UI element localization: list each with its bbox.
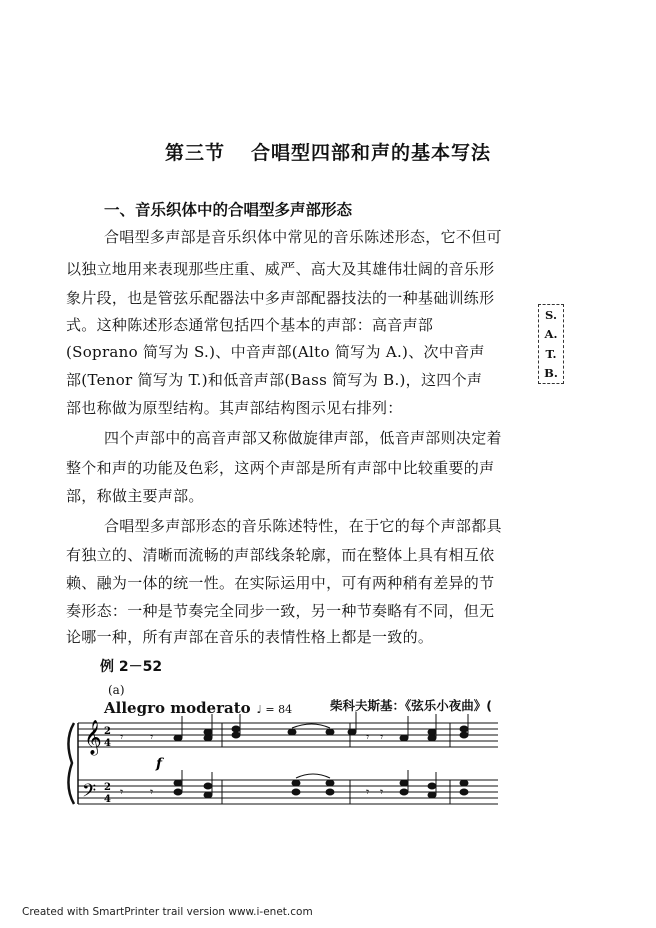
bass-notes (174, 770, 468, 798)
tie-icon (292, 724, 330, 728)
example-label: 例 2－52 (100, 659, 163, 675)
quarter-note-icon: ♩ (256, 703, 262, 716)
paragraph-line: 论哪一种，所有声部在音乐的表情性格上都是一致的。 (66, 628, 434, 646)
paragraph-line: 以独立地用来表现那些庄重、威严、高大及其雄伟壮阔的音乐形 (66, 260, 495, 278)
satb-label: B. (544, 366, 558, 381)
paragraph-line: 四个声部中的高音声部又称做旋律声部，低音声部则决定着 (104, 429, 502, 447)
paragraph-line: 奏形态：一种是节奏完全同步一致，另一种节奏略有不同，但无 (66, 602, 495, 620)
bass-clef-icon: 𝄢 (82, 781, 97, 806)
watermark-footer: Created with SmartPrinter trail version www.i-enet.com (22, 906, 313, 918)
paragraph-line: 有独立的、清晰而流畅的声部线条轮廓，而在整体上具有相互依 (66, 546, 495, 564)
section-title-text: 合唱型四部和声的基本写法 (251, 142, 492, 164)
tempo-text: Allegro moderato (104, 699, 251, 717)
paragraph-line: 部也称做为原型结构。其声部结构图示见右排列： (66, 399, 403, 417)
paragraph-line: (Soprano 简写为 S.)、中音声部(Alto 简写为 A.)、次中音声 (66, 343, 485, 361)
svg-text:𝄾: 𝄾 (120, 730, 124, 744)
svg-text:4: 4 (104, 794, 111, 805)
music-score (0, 710, 656, 810)
composer-credit: 柴科夫斯基：《弦乐小夜曲》( (330, 698, 492, 713)
treble-clef-icon: 𝄞 (84, 720, 102, 755)
paragraph-line: 式。这种陈述形态通常包括四个基本的声部：高音声部 (66, 316, 434, 334)
svg-text:𝄾: 𝄾 (366, 730, 370, 744)
paragraph-line: 象片段，也是管弦乐配器法中多声部配器技法的一种基础训练形 (66, 289, 495, 307)
svg-text:2: 2 (104, 782, 111, 793)
section-title (0, 138, 656, 165)
treble-notes (174, 712, 468, 741)
svg-text:𝄾: 𝄾 (366, 785, 370, 799)
subheading: 一、音乐织体中的合唱型多声部形态 (104, 201, 353, 219)
paragraph-line: 赖、融为一体的统一性。在实际运用中，可有两种稍有差异的节 (66, 574, 495, 592)
paragraph-line: 整个和声的功能及色彩，这两个声部是所有声部中比较重要的声 (66, 459, 495, 477)
paragraph-line: 合唱型多声部形态的音乐陈述特性，在于它的每个声部都具 (104, 517, 502, 535)
metronome-value: = 84 (265, 703, 293, 716)
satb-box (538, 304, 564, 384)
svg-text:𝄾: 𝄾 (150, 785, 154, 799)
brace-icon (68, 723, 74, 804)
paragraph-line: 部，称做主要声部。 (66, 487, 204, 505)
svg-text:𝄾: 𝄾 (120, 785, 124, 799)
satb-label: A. (544, 327, 558, 342)
satb-label: S. (545, 307, 557, 322)
example-sub-label: (a) (108, 683, 125, 697)
svg-text:𝄾: 𝄾 (150, 730, 154, 744)
svg-text:4: 4 (104, 738, 111, 749)
svg-text:𝄾: 𝄾 (380, 730, 384, 744)
dynamic-marking: f (156, 756, 163, 772)
paragraph-line: 部(Tenor 简写为 T.)和低音声部(Bass 简写为 B.)，这四个声 (66, 371, 483, 389)
paragraph-line: 合唱型多声部是音乐织体中常见的音乐陈述形态，它不但可 (104, 228, 502, 246)
satb-label: T. (545, 346, 557, 361)
time-signature-icon: 2 (104, 726, 111, 737)
section-number: 第三节 (164, 142, 225, 164)
svg-text:𝄾: 𝄾 (380, 785, 384, 799)
